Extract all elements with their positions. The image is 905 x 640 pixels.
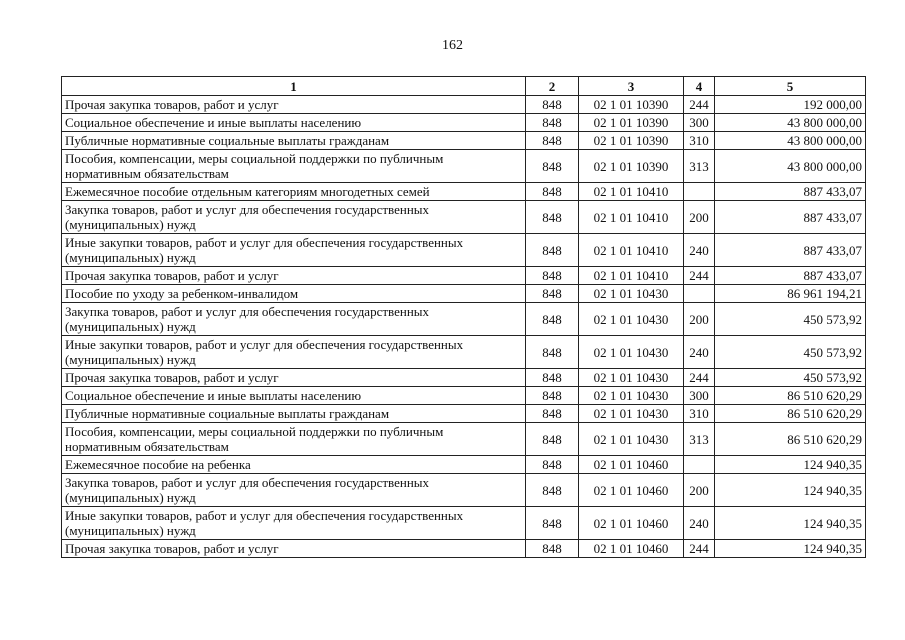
cell-c2: 848 [526,201,579,234]
cell-name: Закупка товаров, работ и услуг для обеспечения государственных (муниципальных) нужд [62,474,526,507]
cell-c5: 124 940,35 [715,474,866,507]
cell-c3: 02 1 01 10390 [579,150,684,183]
cell-name: Прочая закупка товаров, работ и услуг [62,369,526,387]
cell-c5: 450 573,92 [715,369,866,387]
column-header-2: 2 [526,77,579,96]
table-row [62,474,866,507]
cell-c2: 848 [526,336,579,369]
cell-c5: 86 510 620,29 [715,423,866,456]
table-row [62,540,866,558]
cell-c3: 02 1 01 10460 [579,540,684,558]
cell-c2: 848 [526,474,579,507]
cell-c3: 02 1 01 10390 [579,132,684,150]
cell-c2: 848 [526,114,579,132]
cell-c2: 848 [526,369,579,387]
cell-name: Прочая закупка товаров, работ и услуг [62,96,526,114]
table-row [62,387,866,405]
cell-c2: 848 [526,507,579,540]
cell-c3: 02 1 01 10430 [579,369,684,387]
page-number: 162 [442,38,463,53]
cell-c4: 244 [684,96,715,114]
table-row [62,507,866,540]
cell-c5: 43 800 000,00 [715,150,866,183]
cell-c4: 310 [684,405,715,423]
cell-c3: 02 1 01 10410 [579,234,684,267]
cell-c2: 848 [526,540,579,558]
cell-c4: 240 [684,234,715,267]
cell-name: Ежемесячное пособие на ребенка [62,456,526,474]
cell-c5: 887 433,07 [715,183,866,201]
cell-name: Пособие по уходу за ребенком-инвалидом [62,285,526,303]
cell-name: Иные закупки товаров, работ и услуг для обеспечения государственных (муниципальных) нужд [62,336,526,369]
budget-table [61,76,866,558]
table-row [62,267,866,285]
table-row [62,456,866,474]
cell-c4: 200 [684,474,715,507]
cell-name: Пособия, компенсации, меры социальной поддержки по публичным нормативным обязательствам [62,423,526,456]
cell-c5: 43 800 000,00 [715,114,866,132]
cell-c5: 124 940,35 [715,540,866,558]
column-header-3: 3 [579,77,684,96]
cell-c3: 02 1 01 10430 [579,405,684,423]
cell-c3: 02 1 01 10430 [579,423,684,456]
cell-c5: 887 433,07 [715,201,866,234]
cell-name: Социальное обеспечение и иные выплаты населению [62,114,526,132]
cell-name: Прочая закупка товаров, работ и услуг [62,267,526,285]
cell-c3: 02 1 01 10430 [579,303,684,336]
cell-c2: 848 [526,456,579,474]
cell-c5: 86 510 620,29 [715,387,866,405]
cell-c3: 02 1 01 10390 [579,96,684,114]
column-header-4: 4 [684,77,715,96]
table-row [62,285,866,303]
table-row [62,303,866,336]
cell-c3: 02 1 01 10410 [579,183,684,201]
cell-c2: 848 [526,150,579,183]
table-row [62,96,866,114]
cell-name: Иные закупки товаров, работ и услуг для обеспечения государственных (муниципальных) нужд [62,507,526,540]
table-row [62,423,866,456]
cell-name: Пособия, компенсации, меры социальной поддержки по публичным нормативным обязательствам [62,150,526,183]
cell-c2: 848 [526,303,579,336]
table-body [62,96,866,558]
cell-c4 [684,285,715,303]
cell-c2: 848 [526,132,579,150]
cell-name: Публичные нормативные социальные выплаты гражданам [62,132,526,150]
cell-name: Ежемесячное пособие отдельным категориям многодетных семей [62,183,526,201]
cell-c3: 02 1 01 10430 [579,336,684,369]
cell-c4: 300 [684,114,715,132]
cell-c3: 02 1 01 10410 [579,267,684,285]
cell-c4: 240 [684,336,715,369]
table-row [62,150,866,183]
cell-c4: 310 [684,132,715,150]
cell-c4: 244 [684,267,715,285]
table-row [62,114,866,132]
cell-name: Иные закупки товаров, работ и услуг для обеспечения государственных (муниципальных) нужд [62,234,526,267]
cell-name: Закупка товаров, работ и услуг для обеспечения государственных (муниципальных) нужд [62,303,526,336]
cell-name: Социальное обеспечение и иные выплаты населению [62,387,526,405]
cell-c2: 848 [526,96,579,114]
cell-c4: 200 [684,303,715,336]
table-row [62,183,866,201]
cell-c3: 02 1 01 10430 [579,285,684,303]
cell-c4 [684,456,715,474]
cell-c5: 192 000,00 [715,96,866,114]
cell-c3: 02 1 01 10460 [579,456,684,474]
cell-c5: 887 433,07 [715,267,866,285]
table-header-row [62,77,866,96]
cell-c3: 02 1 01 10460 [579,507,684,540]
column-header-1: 1 [62,77,526,96]
cell-c2: 848 [526,423,579,456]
cell-c4: 200 [684,201,715,234]
cell-c2: 848 [526,183,579,201]
cell-c4: 244 [684,369,715,387]
cell-c5: 124 940,35 [715,507,866,540]
cell-c3: 02 1 01 10460 [579,474,684,507]
cell-c3: 02 1 01 10390 [579,114,684,132]
cell-c4: 313 [684,423,715,456]
cell-c2: 848 [526,234,579,267]
table-row [62,369,866,387]
table-row [62,234,866,267]
cell-c2: 848 [526,285,579,303]
cell-c3: 02 1 01 10430 [579,387,684,405]
cell-c2: 848 [526,405,579,423]
column-header-5: 5 [715,77,866,96]
table-row [62,336,866,369]
cell-c5: 124 940,35 [715,456,866,474]
cell-c4: 313 [684,150,715,183]
cell-c2: 848 [526,387,579,405]
cell-name: Прочая закупка товаров, работ и услуг [62,540,526,558]
cell-c5: 43 800 000,00 [715,132,866,150]
cell-c5: 450 573,92 [715,303,866,336]
cell-c4: 244 [684,540,715,558]
cell-c2: 848 [526,267,579,285]
cell-c5: 86 510 620,29 [715,405,866,423]
cell-c5: 887 433,07 [715,234,866,267]
table-row [62,132,866,150]
cell-c5: 450 573,92 [715,336,866,369]
cell-c4: 240 [684,507,715,540]
cell-c3: 02 1 01 10410 [579,201,684,234]
table-row [62,405,866,423]
cell-name: Закупка товаров, работ и услуг для обеспечения государственных (муниципальных) нужд [62,201,526,234]
table-row [62,201,866,234]
cell-c5: 86 961 194,21 [715,285,866,303]
cell-c4: 300 [684,387,715,405]
cell-name: Публичные нормативные социальные выплаты гражданам [62,405,526,423]
cell-c4 [684,183,715,201]
